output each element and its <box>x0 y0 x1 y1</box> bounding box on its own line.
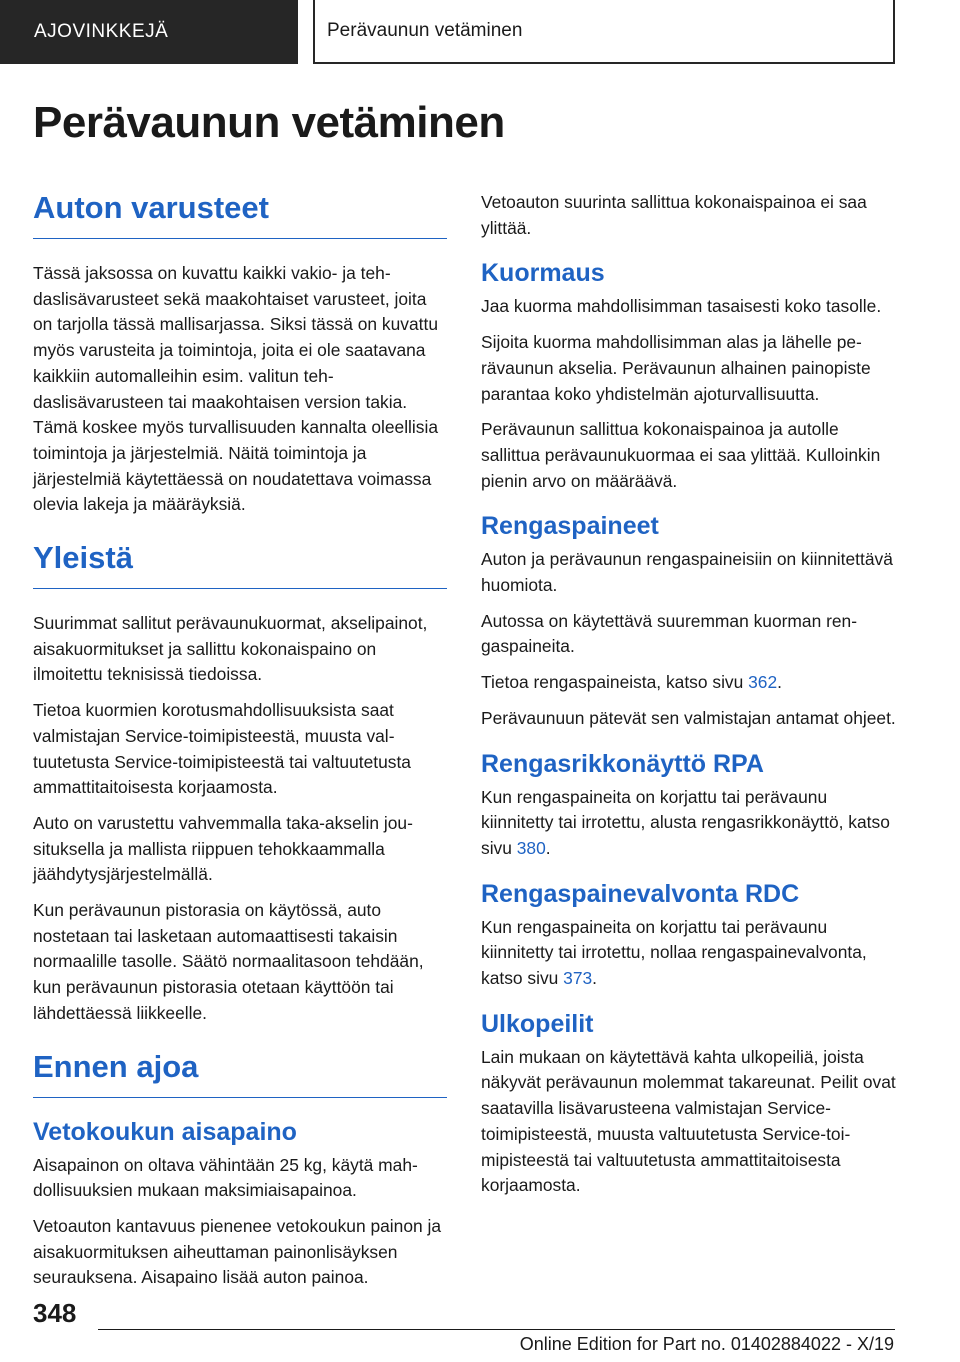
page-link-380[interactable]: 380 <box>516 837 546 858</box>
paragraph: Kun perävaunun pistorasia on käytössä, auto nostetaan tai lasketaan automaattisesti takaisin normaalille tasolle. Säätö normaalitasoon tehdään, kun perävaunun pistorasia otetaan käyttöön tai lähdettäessä liikkeelle. <box>33 900 424 1023</box>
paragraph: Sijoita kuorma mahdollisimman alas ja lähelle perävaunun akselia. Perävaunun alhainen painopiste parantaa koko yhdistelmän ajoturvallisuutta. <box>481 332 871 404</box>
paragraph: Auto on varustettu vahvemmalla taka-akselin jousituksella ja mallista riippuen tehokkaammalla jäähdytysjärjestelmällä. <box>33 812 413 885</box>
page-link-373[interactable]: 373 <box>563 968 593 989</box>
paragraph-end: . <box>545 837 551 858</box>
paragraph-text: Kun rengaspaineita on korjattu tai perävaunu kiinnitetty tai irrotettu, alusta rengasrikkonäyttö, katso sivu <box>481 786 890 858</box>
page-header <box>0 0 960 66</box>
subheading-vetokoukun-aisapaino: Vetokoukun aisapaino <box>33 1117 297 1146</box>
subheading-rpa: Rengasrikkonäyttö RPA <box>481 749 764 778</box>
paragraph: Perävaunun sallittua kokonaispainoa ja autolle sallittua perävaunukuormaa ei saa ylittää. Kulloinkin pienin arvo on määräävä. <box>481 419 881 491</box>
paragraph: Vetoauton suurinta sallittua kokonaispainoa ei saa ylittää. <box>481 192 867 238</box>
paragraph-text: Kun rengaspaineita on korjattu tai perävaunu kiinnitetty tai irrotettu, nollaa rengaspainevalvonta, katso sivu <box>481 916 867 989</box>
page-link-362[interactable]: 362 <box>748 672 778 693</box>
paragraph: Jaa kuorma mahdollisimman tasaisesti koko tasolle. <box>481 296 882 317</box>
paragraph: Aisapainon on oltava vähintään 25 kg, käytä mahdollisuuksien mukaan maksimiaisapainoa. <box>33 1154 418 1201</box>
paragraph-end: . <box>592 968 598 989</box>
paragraph: Tässä jaksossa on kuvattu kaikki vakio- ja tehdaslisävarusteet sekä maakohtaiset varusteet, joita on tarjolla tässä mallisarjassa. Siksi tässä on kuvattu myös varusteita ja toimintoja, joita ei ole saatavana kaikkiin automalleihin esim. valitun tehdaslisävarusteen tai maakohtaisen version takia. Tämä koskee myös turvallisuuden kannalta oleellisia toimintoja ja järjestelmiä. Näitä toimintoja ja järjestelmiä käytettäessä on noudatettava voimassa olevia lakeja ja määräyksiä. <box>33 263 439 515</box>
heading-ennen-ajoa: Ennen ajoa <box>33 1049 447 1098</box>
page-number: 348 <box>33 1298 77 1328</box>
right-column <box>481 190 896 1199</box>
edition-note: Online Edition for Part no. 01402884022 - X/19 <box>519 1334 894 1354</box>
paragraph: Vetoauton kantavuus pienenee vetokoukun painon ja aisakuormituksen aiheuttaman painonlisäyksen seurauksena. Aisapaino lisää auton painoa. <box>33 1215 442 1288</box>
topic-tab: Perävaunun vetäminen <box>313 0 895 64</box>
page-title: Perävaunun vetäminen <box>33 98 505 147</box>
subheading-rengaspaineet: Rengaspaineet <box>481 512 659 541</box>
section-tab: AJOVINKKEJÄ <box>0 0 298 64</box>
paragraph: Suurimmat sallitut perävaunukuormat, akselipainot, aisakuormitukset ja sallittu kokonaispaino on ilmoitettu teknisissä tiedoissa. <box>33 613 428 685</box>
paragraph: Autossa on käytettävä suuremman kuorman rengaspaineita. <box>481 610 858 657</box>
paragraph: Lain mukaan on käytettävä kahta ulkopeiliä, joista näkyvät perävaunun molemmat takareunat. Peilit ovat saatavilla lisävarusteena valmistajan Service-toimipisteestä, muusta valtuutetusta Service-toimipisteestä tai valtuutetusta ammattitaitoisesta korjaamosta. <box>481 1046 896 1196</box>
paragraph: Perävaunuun pätevät sen valmistajan antamat ohjeet. <box>481 707 896 728</box>
heading-auton-varusteet: Auton varusteet <box>33 190 447 239</box>
paragraph-text: Tietoa rengaspaineista, katso sivu <box>481 672 749 693</box>
paragraph: Auton ja perävaunun rengaspaineisiin on kiinnitettävä huomiota. <box>481 549 893 596</box>
paragraph <box>481 915 896 992</box>
left-column <box>33 190 447 1291</box>
paragraph <box>481 670 896 696</box>
footer-divider <box>98 1329 895 1330</box>
subheading-kuormaus: Kuormaus <box>481 259 605 288</box>
heading-yleista: Yleistä <box>33 540 447 589</box>
subheading-rdc: Rengaspainevalvonta RDC <box>481 879 800 908</box>
paragraph: Tietoa kuormien korotusmahdollisuuksista saat valmistajan Service-toimipisteestä, muusta valtuutetusta Service-toimipisteestä tai valtuutetusta ammattitaitoisesta korjaamosta. <box>33 700 411 798</box>
paragraph <box>481 785 896 862</box>
subheading-ulkopeilit: Ulkopeilit <box>481 1009 594 1038</box>
paragraph-end: . <box>777 672 782 693</box>
